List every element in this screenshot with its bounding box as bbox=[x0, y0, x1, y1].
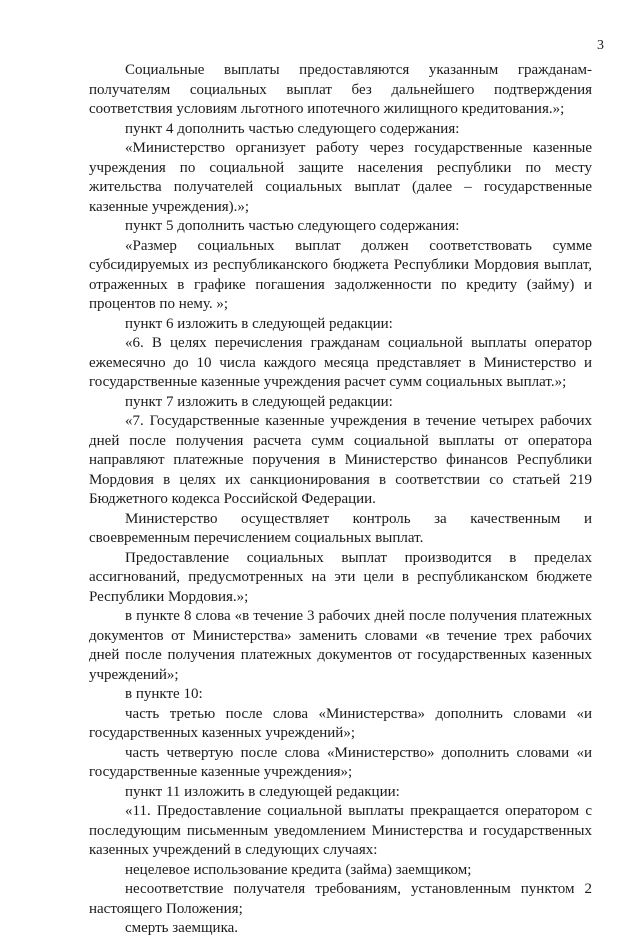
paragraph: нецелевое использование кредита (займа) заемщиком; bbox=[125, 861, 472, 878]
paragraph: пункт 6 изложить в следующей редакции: bbox=[125, 315, 393, 332]
paragraph: «7. Государственные казенные учреждения в течение четырех рабочих дней после получения расчета сумм социальной выплаты от оператора направляют платежные поручения в Министерство финансов Республики Мордовия в целях их санкционирования в соответствии со статьей 219 Бюджетного кодекса Российской Федерации. bbox=[89, 413, 592, 507]
paragraph: в пункте 10: bbox=[125, 686, 203, 702]
paragraph: пункт 11 изложить в следующей редакции: bbox=[125, 783, 400, 800]
paragraph: Предоставление социальных выплат производится в пределах ассигнований, предусмотренных на эти цели в республиканском бюджете Республики Мордовия.»; bbox=[89, 549, 592, 605]
paragraph: Министерство осуществляет контроль за качественным и своевременным перечислением социальных выплат. bbox=[89, 510, 592, 546]
paragraph: пункт 7 изложить в следующей редакции: bbox=[125, 393, 393, 410]
paragraph: часть четвертую после слова «Министерство» дополнить словами «и государственные казенные учреждения»; bbox=[89, 744, 592, 780]
paragraph: «6. В целях перечисления гражданам социальной выплаты оператор ежемесячно до 10 числа каждого месяца представляет в Министерство и государственные казенные учреждения расчет сумм социальных выплат.»; bbox=[89, 335, 592, 390]
paragraph: пункт 5 дополнить частью следующего содержания: bbox=[125, 218, 460, 234]
paragraph: «11. Предоставление социальной выплаты прекращается оператором с последующим письменным уведомлением Министерства и государственных казенных учреждений в следующих случаях: bbox=[89, 803, 592, 858]
page-number: 3 bbox=[597, 38, 604, 53]
paragraph: часть третью после слова «Министерства» дополнить словами «и государственных казенных учреждений»; bbox=[89, 705, 592, 741]
paragraph: «Размер социальных выплат должен соответствовать сумме субсидируемых из республиканского бюджета Республики Мордовия выплат, отраженных в графике погашения задолженности по кредиту (займу) и процентов по нему. »; bbox=[89, 237, 592, 312]
paragraph: несоответствие получателя требованиям, установленным пунктом 2 настоящего Положения; bbox=[89, 881, 592, 917]
paragraph: смерть заемщика. bbox=[125, 920, 239, 936]
paragraph: в пункте 8 слова «в течение 3 рабочих дней после получения платежных документов от Министерства» заменить словами «в течение трех рабочих дней после получения платежных документов от государственных казенных учреждений»; bbox=[89, 608, 592, 683]
document-body bbox=[89, 61, 592, 939]
paragraph: Социальные выплаты предоставляются указанным гражданам-получателям социальных выплат без дальнейшего подтверждения соответствия условиям льготного ипотечного жилищного кредитования.»; bbox=[89, 62, 592, 117]
paragraph: пункт 4 дополнить частью следующего содержания: bbox=[125, 120, 460, 137]
paragraph: «Министерство организует работу через государственные казенные учреждения по социальной защите населения республики по месту жительства получателей социальных выплат (далее – государственные казенные учреждения).»; bbox=[89, 140, 592, 215]
